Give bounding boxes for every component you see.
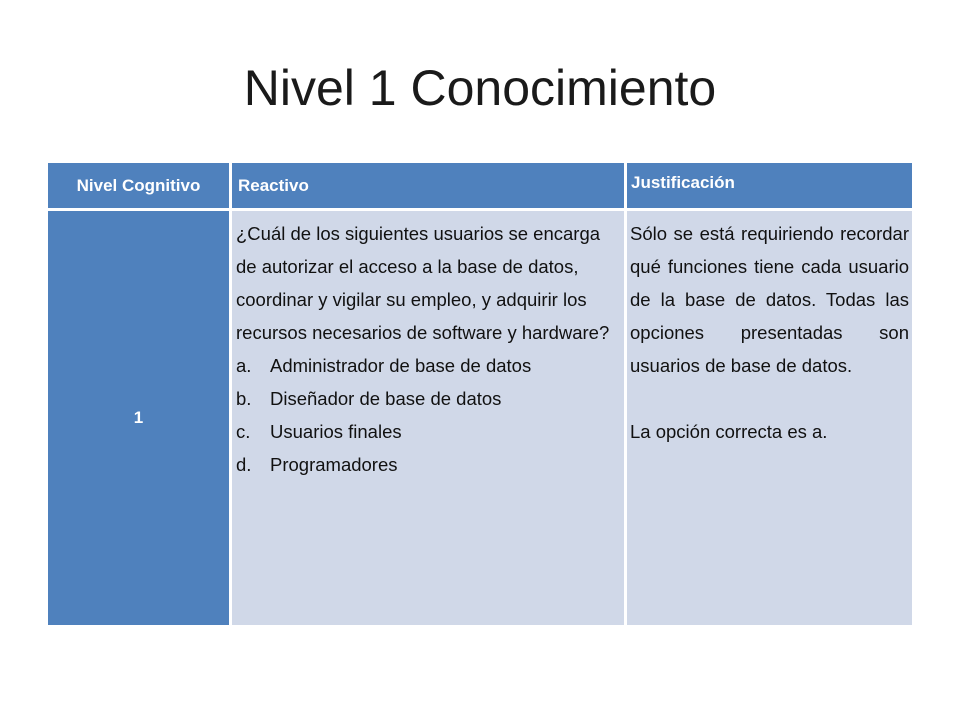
option-letter: c. bbox=[236, 421, 251, 442]
option-text: Diseñador de base de datos bbox=[270, 388, 502, 409]
slide-title: Nivel 1 Conocimiento bbox=[243, 60, 717, 116]
option-c bbox=[236, 415, 621, 448]
level-cell: 1 bbox=[48, 211, 229, 625]
header-nivel-cognitivo: Nivel Cognitivo bbox=[48, 163, 229, 208]
option-letter: b. bbox=[236, 388, 252, 409]
content-table bbox=[48, 163, 912, 625]
header-justificacion: Justificación bbox=[627, 163, 912, 208]
option-letter: a. bbox=[236, 355, 252, 376]
justification-cell bbox=[627, 211, 912, 625]
justification-text: Sólo se está requiriendo recordar qué funciones tiene cada usuario de la base de datos. Todas las opciones presentadas son usuarios de base de datos. bbox=[630, 223, 909, 376]
question-text: ¿Cuál de los siguientes usuarios se encarga de autorizar el acceso a la base de datos, coordinar y vigilar su empleo, y adquirir los recursos necesarios de software y hardware? bbox=[236, 223, 610, 343]
option-b bbox=[236, 382, 621, 415]
option-text: Administrador de base de datos bbox=[270, 355, 532, 376]
answer-text: La opción correcta es a. bbox=[630, 421, 828, 442]
option-letter: d. bbox=[236, 454, 252, 475]
option-d bbox=[236, 448, 621, 481]
question-cell bbox=[232, 211, 624, 625]
header-reactivo: Reactivo bbox=[232, 163, 624, 208]
option-a bbox=[236, 349, 621, 382]
option-text: Programadores bbox=[270, 454, 398, 475]
option-text: Usuarios finales bbox=[270, 421, 402, 442]
